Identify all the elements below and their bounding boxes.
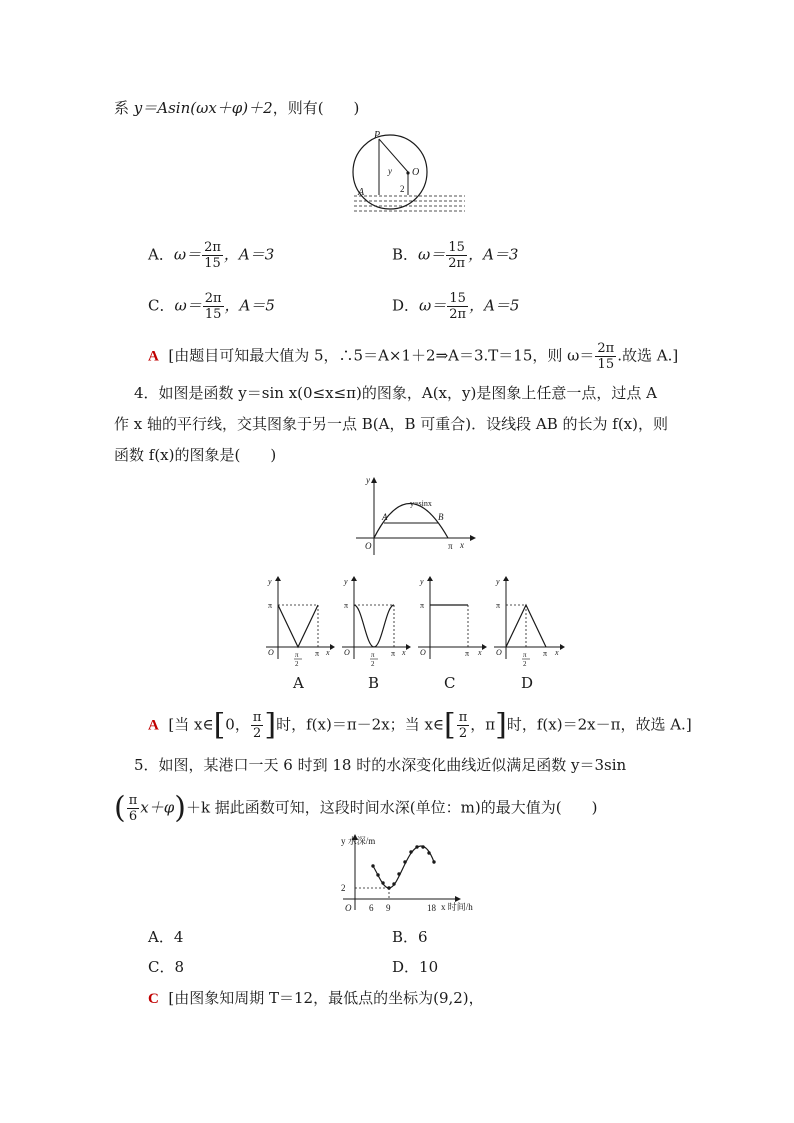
label-half-num: π <box>371 651 375 659</box>
label-half-den: 2 <box>371 660 375 668</box>
y-axis-arrow <box>371 477 377 483</box>
option-tail: ，A＝3 <box>223 245 275 264</box>
label-pi-x: π <box>315 649 320 658</box>
numerator: π <box>458 710 468 725</box>
q3-waterwheel-figure <box>350 130 470 220</box>
numerator: 15 <box>448 240 465 255</box>
y-arrow <box>427 576 433 581</box>
right-bracket: ] <box>264 707 277 743</box>
numerator: π <box>252 710 262 725</box>
label-pi-y: π <box>420 601 425 610</box>
answer-part-3: 时，f(x)＝π－2x；当 x∈ <box>276 715 445 734</box>
q4-line-2: 作 x 轴的平行线，交其图象于另一点 B(A，B 可重合)．设线段 AB 的长为 f(x)，则 <box>114 415 668 433</box>
label-pi-x: π <box>465 649 470 658</box>
x-arrow <box>560 644 565 650</box>
q3-option-b <box>392 240 518 271</box>
q4-line-1: 4．如图是函数 y＝sin x(0≤x≤π)的图象，A(x，y)是图象上任意一点，过点 A <box>134 384 657 402</box>
answer-fraction <box>595 341 616 372</box>
label-pi-y: π <box>268 601 273 610</box>
q4-line-3: 函数 f(x)的图象是( ) <box>114 446 277 464</box>
label-2: 2 <box>341 883 346 893</box>
q5-option-b: B．6 <box>392 928 428 946</box>
answer-part-5: 时，f(x)＝2x－π，故选 A.] <box>506 715 692 734</box>
graph-line <box>278 605 318 647</box>
option-letter: A． <box>148 245 174 264</box>
right-paren: ) <box>174 790 186 826</box>
label-O: O <box>496 648 502 657</box>
label-O: O <box>365 541 372 551</box>
label-x: x <box>402 648 406 657</box>
answer-text: [由题目可知最大值为 5，∴5＝A×1＋2⇒A＝3.T＝15，则 ω＝ <box>168 346 595 365</box>
label-O: O <box>344 648 350 657</box>
label-half-den: 2 <box>295 660 299 668</box>
q3-stem-post: ，则有( ) <box>272 99 360 117</box>
option-tail: ，A＝5 <box>224 296 275 315</box>
y-axis-label: y 水深/m <box>341 836 376 846</box>
answer-letter: A <box>148 717 159 734</box>
q4-sine-figure <box>352 475 482 560</box>
x-arrow <box>330 644 335 650</box>
q5-water-depth-figure <box>335 832 485 917</box>
label-half-den: 2 <box>523 660 527 668</box>
label-O: O <box>412 167 420 178</box>
numerator: π <box>128 793 138 808</box>
option-tail: ，A＝3 <box>468 245 519 264</box>
q5-fraction <box>127 793 140 824</box>
option-fraction <box>446 240 467 271</box>
option-letter: B． <box>392 245 419 264</box>
denominator: 15 <box>204 307 222 322</box>
numerator: 15 <box>449 291 466 306</box>
denominator: 15 <box>204 256 221 271</box>
label-half-num: π <box>295 651 299 659</box>
q3-option-d <box>392 291 519 322</box>
label-y: y <box>388 166 392 176</box>
numerator: 2π <box>597 341 615 356</box>
option-fraction <box>202 240 223 271</box>
option-eq: ω＝ <box>419 296 447 315</box>
label-pi-x: π <box>391 649 396 658</box>
q3-stem <box>114 98 359 118</box>
answer-fraction-1 <box>251 710 264 741</box>
label-y: y <box>268 577 272 586</box>
label-pi-y: π <box>344 601 349 610</box>
q5-line-2 <box>114 790 598 826</box>
q4-option-label-d: D <box>521 674 534 692</box>
answer-part-1: [当 x∈ <box>168 715 214 734</box>
label-pi: π <box>448 541 453 551</box>
q5-answer <box>148 988 484 1009</box>
option-eq: ω＝ <box>174 296 202 315</box>
denominator: 2π <box>448 256 466 271</box>
option-tail: ，A＝5 <box>469 296 520 315</box>
left-bracket: [ <box>444 707 456 743</box>
label-P: P <box>374 130 381 141</box>
answer-tail: .故选 A.] <box>617 346 679 365</box>
left-paren: ( <box>114 790 126 826</box>
option-eq: ω＝ <box>173 245 202 264</box>
label-half-num: π <box>523 651 527 659</box>
q4-option-label-b: B <box>368 674 380 692</box>
label-O: O <box>268 648 274 657</box>
label-x: x <box>460 540 464 550</box>
q3-option-a <box>148 240 274 271</box>
label-O: O <box>345 903 352 913</box>
label-2: 2 <box>400 184 405 194</box>
q5-option-a: A．4 <box>148 928 184 946</box>
label-y: y <box>366 475 370 485</box>
numerator: 2π <box>204 240 221 255</box>
q4-graph-a <box>264 575 336 668</box>
option-fraction <box>447 291 468 322</box>
denominator: 15 <box>597 357 615 372</box>
label-A: A <box>382 512 388 522</box>
option-eq: ω＝ <box>418 245 446 264</box>
q3-option-c <box>148 291 275 322</box>
x-arrow <box>406 644 411 650</box>
answer-fraction-2 <box>457 710 470 741</box>
label-pi-y: π <box>496 601 501 610</box>
numerator: 2π <box>204 291 222 306</box>
label-x: x <box>326 648 330 657</box>
label-9: 9 <box>386 903 391 913</box>
denominator: 2π <box>449 307 467 322</box>
x-axis-arrow <box>470 535 476 541</box>
q3-stem-formula: y＝Asin(ωx＋φ)＋2 <box>133 99 273 117</box>
label-O: O <box>420 648 426 657</box>
q4-graph-c <box>416 575 488 665</box>
center-point <box>406 171 409 174</box>
answer-text: [由图象知周期 T＝12，最低点的坐标为(9,2)， <box>168 989 484 1007</box>
y-arrow <box>275 576 281 581</box>
label-x: x <box>478 648 482 657</box>
denominator: 2 <box>252 726 262 741</box>
answer-letter: A <box>148 348 159 365</box>
curve-label: y=sinx <box>410 499 432 508</box>
graph-line <box>354 605 394 647</box>
answer-letter: C <box>148 991 159 1007</box>
q5-line-1: 5．如图，某港口一天 6 时到 18 时的水深变化曲线近似满足函数 y＝3sin <box>134 756 627 774</box>
label-pi-x: π <box>543 649 548 658</box>
label-y: y <box>344 577 348 586</box>
left-bracket: [ <box>213 707 226 743</box>
label-B: B <box>438 512 444 522</box>
label-6: 6 <box>369 903 374 913</box>
q4-option-label-c: C <box>444 674 456 692</box>
q5-option-d: D．10 <box>392 958 439 976</box>
label-A: A <box>358 187 365 198</box>
q5-inner: x＋φ <box>140 798 175 817</box>
x-arrow <box>482 644 487 650</box>
answer-part-4: ，π <box>470 715 496 734</box>
right-bracket: ] <box>495 707 507 743</box>
radius-line <box>379 139 408 172</box>
option-letter: D． <box>392 296 420 315</box>
option-fraction <box>203 291 224 322</box>
answer-part-2: 0， <box>225 715 250 734</box>
q4-option-label-a: A <box>293 674 304 692</box>
y-arrow <box>351 576 357 581</box>
q5-tail: ＋k 据此函数可知，这段时间水深(单位：m)的最大值为( ) <box>185 798 598 817</box>
denominator: 2 <box>458 726 468 741</box>
q5-option-c: C．8 <box>148 958 185 976</box>
q4-answer <box>148 707 692 743</box>
denominator: 6 <box>128 809 138 824</box>
q3-answer <box>148 341 678 372</box>
label-y: y <box>496 577 500 586</box>
label-18: 18 <box>427 903 436 913</box>
option-letter: C． <box>148 296 175 315</box>
y-arrow <box>503 576 509 581</box>
x-axis-label: x 时间/h <box>441 902 473 912</box>
q4-graph-d <box>492 575 568 668</box>
q4-graph-b <box>340 575 412 668</box>
label-x: x <box>555 648 559 657</box>
q3-stem-pre: 系 <box>114 99 134 117</box>
label-y: y <box>420 577 424 586</box>
